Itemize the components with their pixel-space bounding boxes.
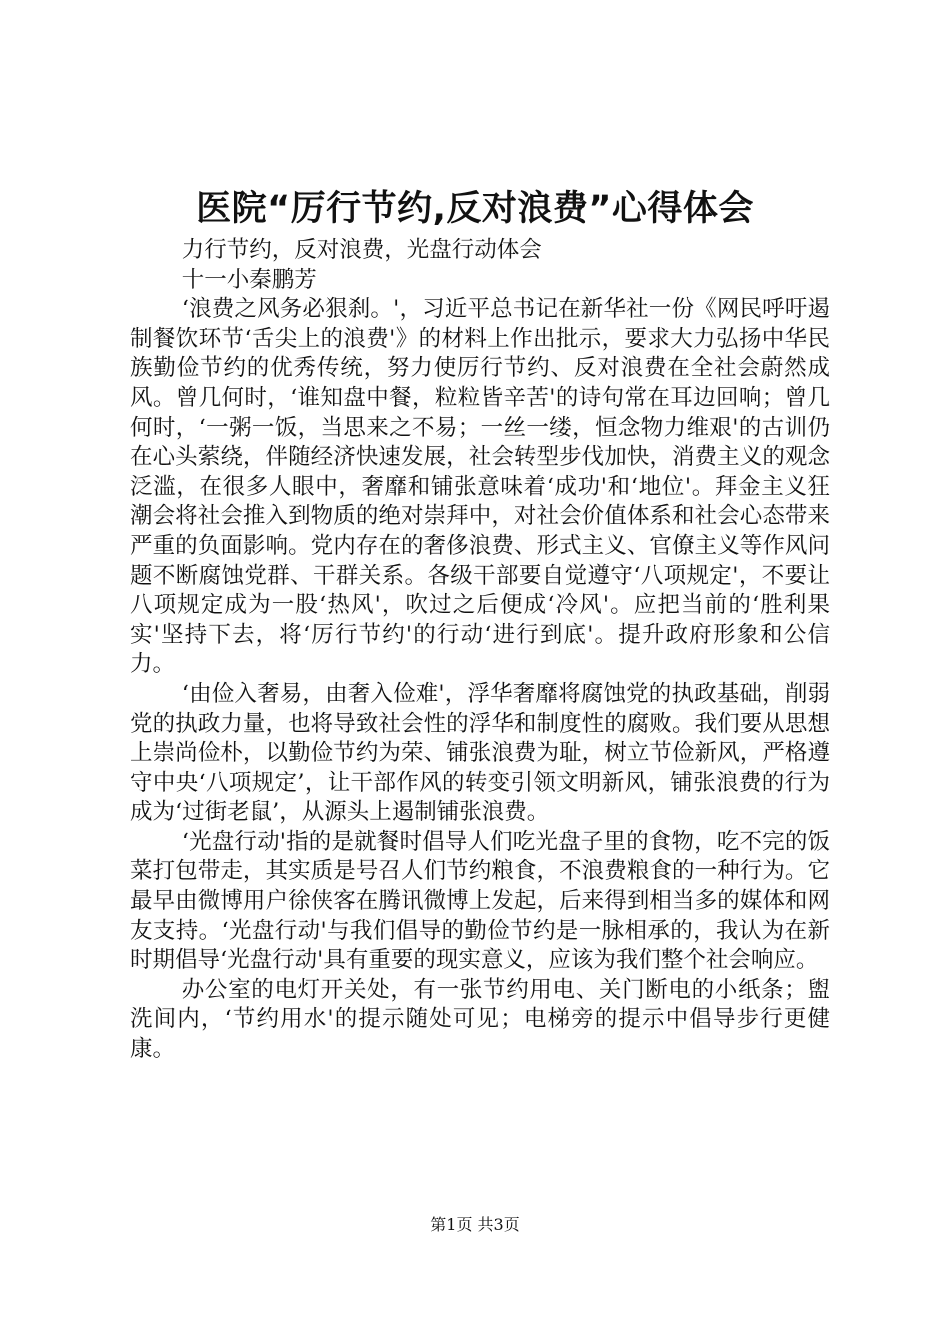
document-body [130, 236, 830, 1065]
body-paragraph: ‘由俭入奢易，由奢入俭难'，浮华奢靡将腐蚀党的执政基础，削弱党的执政力量，也将导致社会性的浮华和制度性的腐败。我们要从思想上崇尚俭朴，以勤俭节约为荣、铺张浪费为耻，树立节俭新风，严格遵守中央‘八项规定’，让干部作风的转变引领文明新风，铺张浪费的行为成为‘过街老鼠’，从源头上遏制铺张浪费。 [130, 680, 830, 826]
body-paragraph: 办公室的电灯开关处，有一张节约用电、关门断电的小纸条；盥洗间内，‘节约用水'的提示随处可见；电梯旁的提示中倡导步行更健康。 [130, 976, 830, 1063]
body-paragraph: ‘光盘行动'指的是就餐时倡导人们吃光盘子里的食物，吃不完的饭菜打包带走，其实质是号召人们节约粮食，不浪费粮食的一种行为。它最早由微博用户徐侠客在腾讯微博上发起，后来得到相当多的媒体和网友支持。‘光盘行动'与我们倡导的勤俭节约是一脉相承的，我认为在新时期倡导‘光盘行动'具有重要的现实意义，应该为我们整个社会响应。 [130, 828, 830, 974]
subtitle: 力行节约，反对浪费，光盘行动体会 [181, 237, 542, 263]
page-indicator: 第1页 共3页 [430, 1215, 520, 1234]
author-line: 十一小秦鹏芳 [181, 266, 317, 293]
body-paragraph: ‘浪费之风务必狠刹。'，习近平总书记在新华社一份《网民呼吁遏制餐饮环节‘舌尖上的浪费'》的材料上作出批示，要求大力弘扬中华民族勤俭节约的优秀传统，努力使厉行节约、反对浪费在全社会蔚然成风。曾几何时，‘谁知盘中餐，粒粒皆辛苦'的诗句常在耳边回响；曾几何时，‘一粥一饭，当思来之不易；一丝一缕，恒念物力维艰'的古训仍在心头萦绕，伴随经济快速发展，社会转型步伐加快，消费主义的观念泛滥，在很多人眼中，奢靡和铺张意味着‘成功'和‘地位'。拜金主义狂潮会将社会推入到物质的绝对崇拜中，对社会价值体系和社会心态带来严重的负面影响。党内存在的奢侈浪费、形式主义、官僚主义等作风问题不断腐蚀党群、干群关系。各级干部要自觉遵守‘八项规定'，不要让八项规定成为一股‘热风'，吹过之后便成‘冷风'。应把当前的‘胜利果实'坚持下去，将‘厉行节约'的行动‘进行到底'。提升政府形象和公信力。 [130, 296, 830, 678]
document-title: 医院“厉行节约,反对浪费”心得体会 [196, 189, 754, 229]
